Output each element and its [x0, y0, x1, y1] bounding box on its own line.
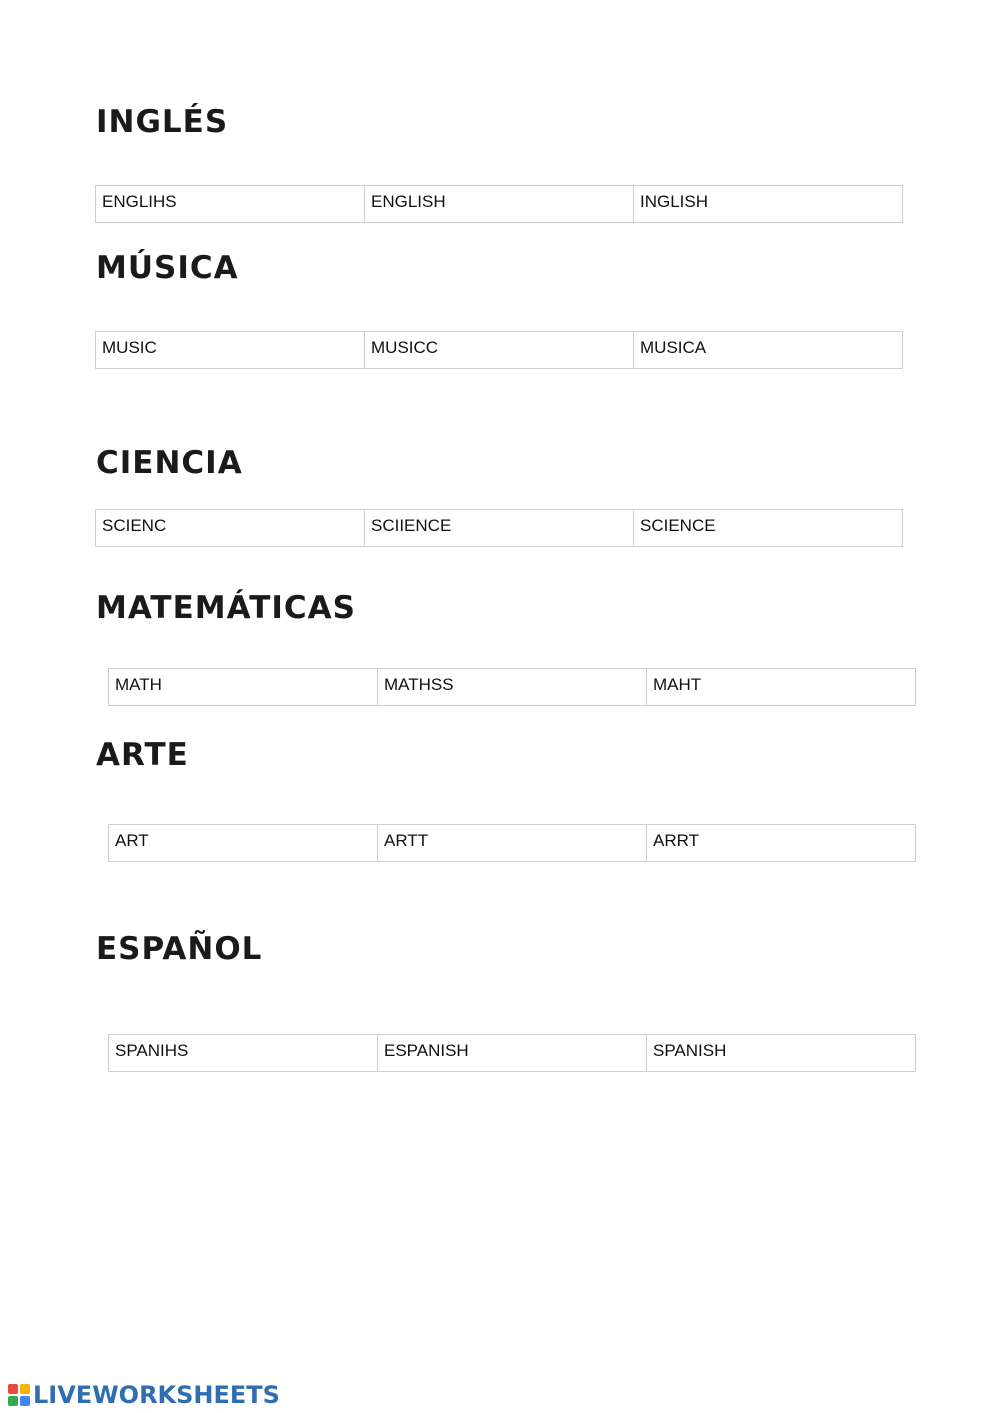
section-title-espanol: ESPAÑOL: [96, 931, 263, 967]
option-cell[interactable]: ESPANISH: [378, 1035, 647, 1071]
logo-block-icon: [20, 1384, 30, 1394]
option-cell[interactable]: MATHSS: [378, 669, 647, 705]
option-cell[interactable]: ENGLISH: [365, 186, 634, 222]
section-title-ingles: INGLÉS: [96, 104, 229, 140]
options-row-ciencia: [95, 509, 903, 547]
logo-block-icon: [20, 1396, 30, 1406]
section-title-ciencia: CIENCIA: [96, 445, 243, 481]
option-cell[interactable]: MUSICA: [640, 338, 707, 357]
options-row-musica: [95, 331, 903, 369]
section-title-musica: MÚSICA: [96, 250, 239, 286]
option-cell[interactable]: MUSIC: [96, 332, 365, 368]
liveworksheets-logo: [8, 1381, 280, 1409]
logo-block-icon: [8, 1384, 18, 1394]
option-cell[interactable]: SCIIENCE: [365, 510, 634, 546]
logo-block-icon: [8, 1396, 18, 1406]
options-row-espanol: [108, 1034, 916, 1072]
logo-text: LIVEWORKSHEETS: [33, 1381, 280, 1409]
option-cell[interactable]: ENGLIHS: [96, 186, 365, 222]
option-cell[interactable]: ARRT: [653, 831, 699, 850]
option-cell[interactable]: MAHT: [653, 675, 702, 694]
option-cell[interactable]: ART: [109, 825, 378, 861]
options-row-ingles: [95, 185, 903, 223]
option-cell[interactable]: SPANISH: [653, 1041, 727, 1060]
option-cell[interactable]: SPANIHS: [109, 1035, 378, 1071]
options-row-arte: [108, 824, 916, 862]
logo-blocks-icon: [8, 1384, 30, 1406]
option-cell[interactable]: ARTT: [378, 825, 647, 861]
option-cell[interactable]: INGLISH: [640, 192, 709, 211]
section-title-arte: ARTE: [96, 737, 189, 773]
option-cell[interactable]: SCIENCE: [640, 516, 716, 535]
section-title-matematicas: MATEMÁTICAS: [96, 590, 356, 626]
options-row-matematicas: [108, 668, 916, 706]
option-cell[interactable]: MATH: [109, 669, 378, 705]
option-cell[interactable]: SCIENC: [96, 510, 365, 546]
option-cell[interactable]: MUSICC: [365, 332, 634, 368]
